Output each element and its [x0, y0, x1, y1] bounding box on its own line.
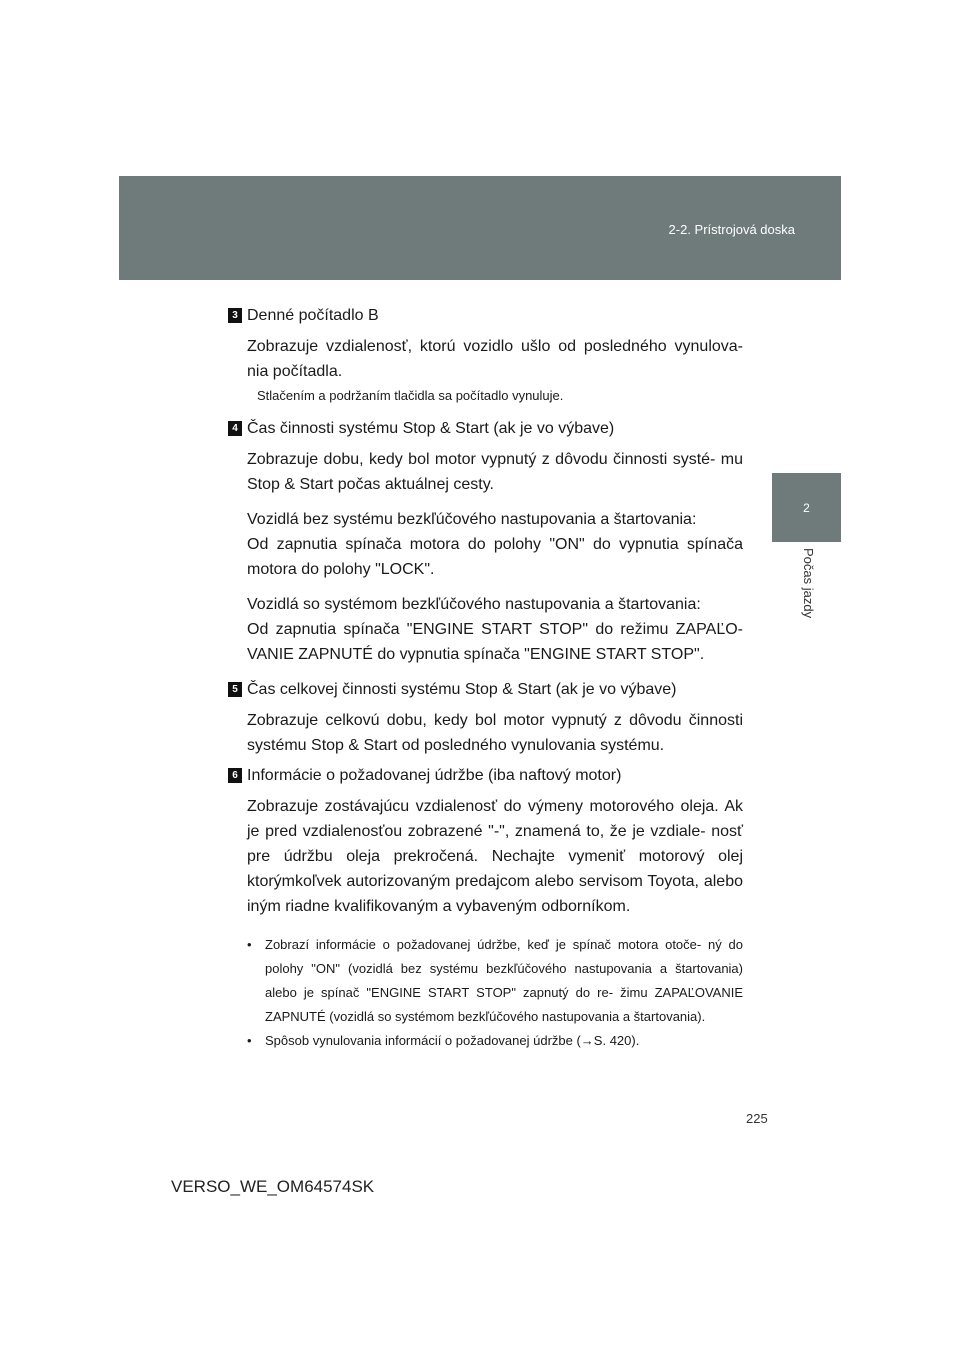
page-number: 225	[746, 1111, 768, 1126]
section-3	[229, 303, 743, 406]
bullet-text-link[interactable]: Spôsob vynulovania informácií o požadovanej údržbe (→S. 420).	[265, 1033, 640, 1048]
section-title-6: Informácie o požadovanej údržbe (iba naftový motor)	[247, 767, 622, 784]
section-6-paragraph: Zobrazuje zostávajúcu vzdialenosť do výmeny motorového oleja. Ak je pred vzdialenosťou zobrazené "-", znamená to, že je vzdiale- nosť pre údržbu oleja prekročená. Nechajte vymeniť motorový olej ktorýmkoľvek autorizovaným predajcom alebo servisom Toyota, alebo iným riadne kvalifikovaným a vybaveným odborníkom.	[247, 798, 743, 915]
section-5	[229, 677, 743, 758]
section-4-paragraph-4: Vozidlá so systémom bezkľúčového nastupovania a štartovania:	[247, 596, 701, 613]
section-4-paragraph-5: Od zapnutia spínača "ENGINE START STOP" do režimu ZAPAĽO- VANIE ZAPNUTÉ do vypnutia spínača "ENGINE START STOP".	[247, 621, 743, 663]
chapter-tab[interactable]	[772, 473, 841, 542]
number-badge-5: 5	[228, 682, 242, 697]
header-band	[119, 176, 841, 280]
chapter-label: Počas jazdy	[801, 548, 816, 619]
bullet-dot: •	[247, 937, 252, 952]
section-3-paragraph: Zobrazuje vzdialenosť, ktorú vozidlo ušlo od posledného vynulova- nia počítadla.	[247, 338, 743, 380]
section-5-paragraph: Zobrazuje celkovú dobu, kedy bol motor vypnutý z dôvodu činnosti systému Stop & Start od posledného vynulovania systému.	[247, 712, 743, 754]
section-4-paragraph-1: Zobrazuje dobu, kedy bol motor vypnutý z dôvodu činnosti systé- mu Stop & Start počas aktuálnej cesty.	[247, 451, 743, 493]
section-4	[229, 416, 743, 667]
bullet-list	[247, 933, 743, 1053]
number-badge-3: 3	[228, 308, 242, 323]
bullet-text: Zobrazí informácie o požadovanej údržbe, keď je spínač motora otoče- ný do polohy "ON" (vozidlá bez systému bezkľúčového nastupovania a štartovania) alebo je spínač "ENGINE START STOP" zapnutý do re- žimu ZAPAĽOVANIE ZAPNUTÉ (vozidlá so systémom bezkľúčového nastupovania a štartovania).	[265, 937, 743, 1024]
section-title-3: Denné počítadlo B	[247, 307, 379, 324]
section-title: 2-2. Prístrojová doska	[668, 222, 795, 237]
bullet-item	[247, 933, 743, 1029]
section-4-paragraph-2: Vozidlá bez systému bezkľúčového nastupovania a štartovania:	[247, 511, 697, 528]
section-title-4: Čas činnosti systému Stop & Start (ak je vo výbave)	[247, 420, 615, 437]
number-badge-6: 6	[228, 768, 242, 783]
section-6	[229, 763, 743, 919]
bullet-dot: •	[247, 1033, 252, 1048]
number-badge-4: 4	[228, 421, 242, 436]
section-3-note: Stlačením a podržaním tlačidla sa počítadlo vynuluje.	[257, 388, 564, 403]
bullet-item	[247, 1029, 743, 1053]
section-title-5: Čas celkovej činnosti systému Stop & Start (ak je vo výbave)	[247, 681, 677, 698]
document-code: VERSO_WE_OM64574SK	[171, 1177, 375, 1196]
chapter-number: 2	[803, 501, 810, 515]
section-4-paragraph-3: Od zapnutia spínača motora do polohy "ON" do vypnutia spínača motora do polohy "LOCK".	[247, 536, 743, 578]
page-content	[229, 303, 743, 1053]
